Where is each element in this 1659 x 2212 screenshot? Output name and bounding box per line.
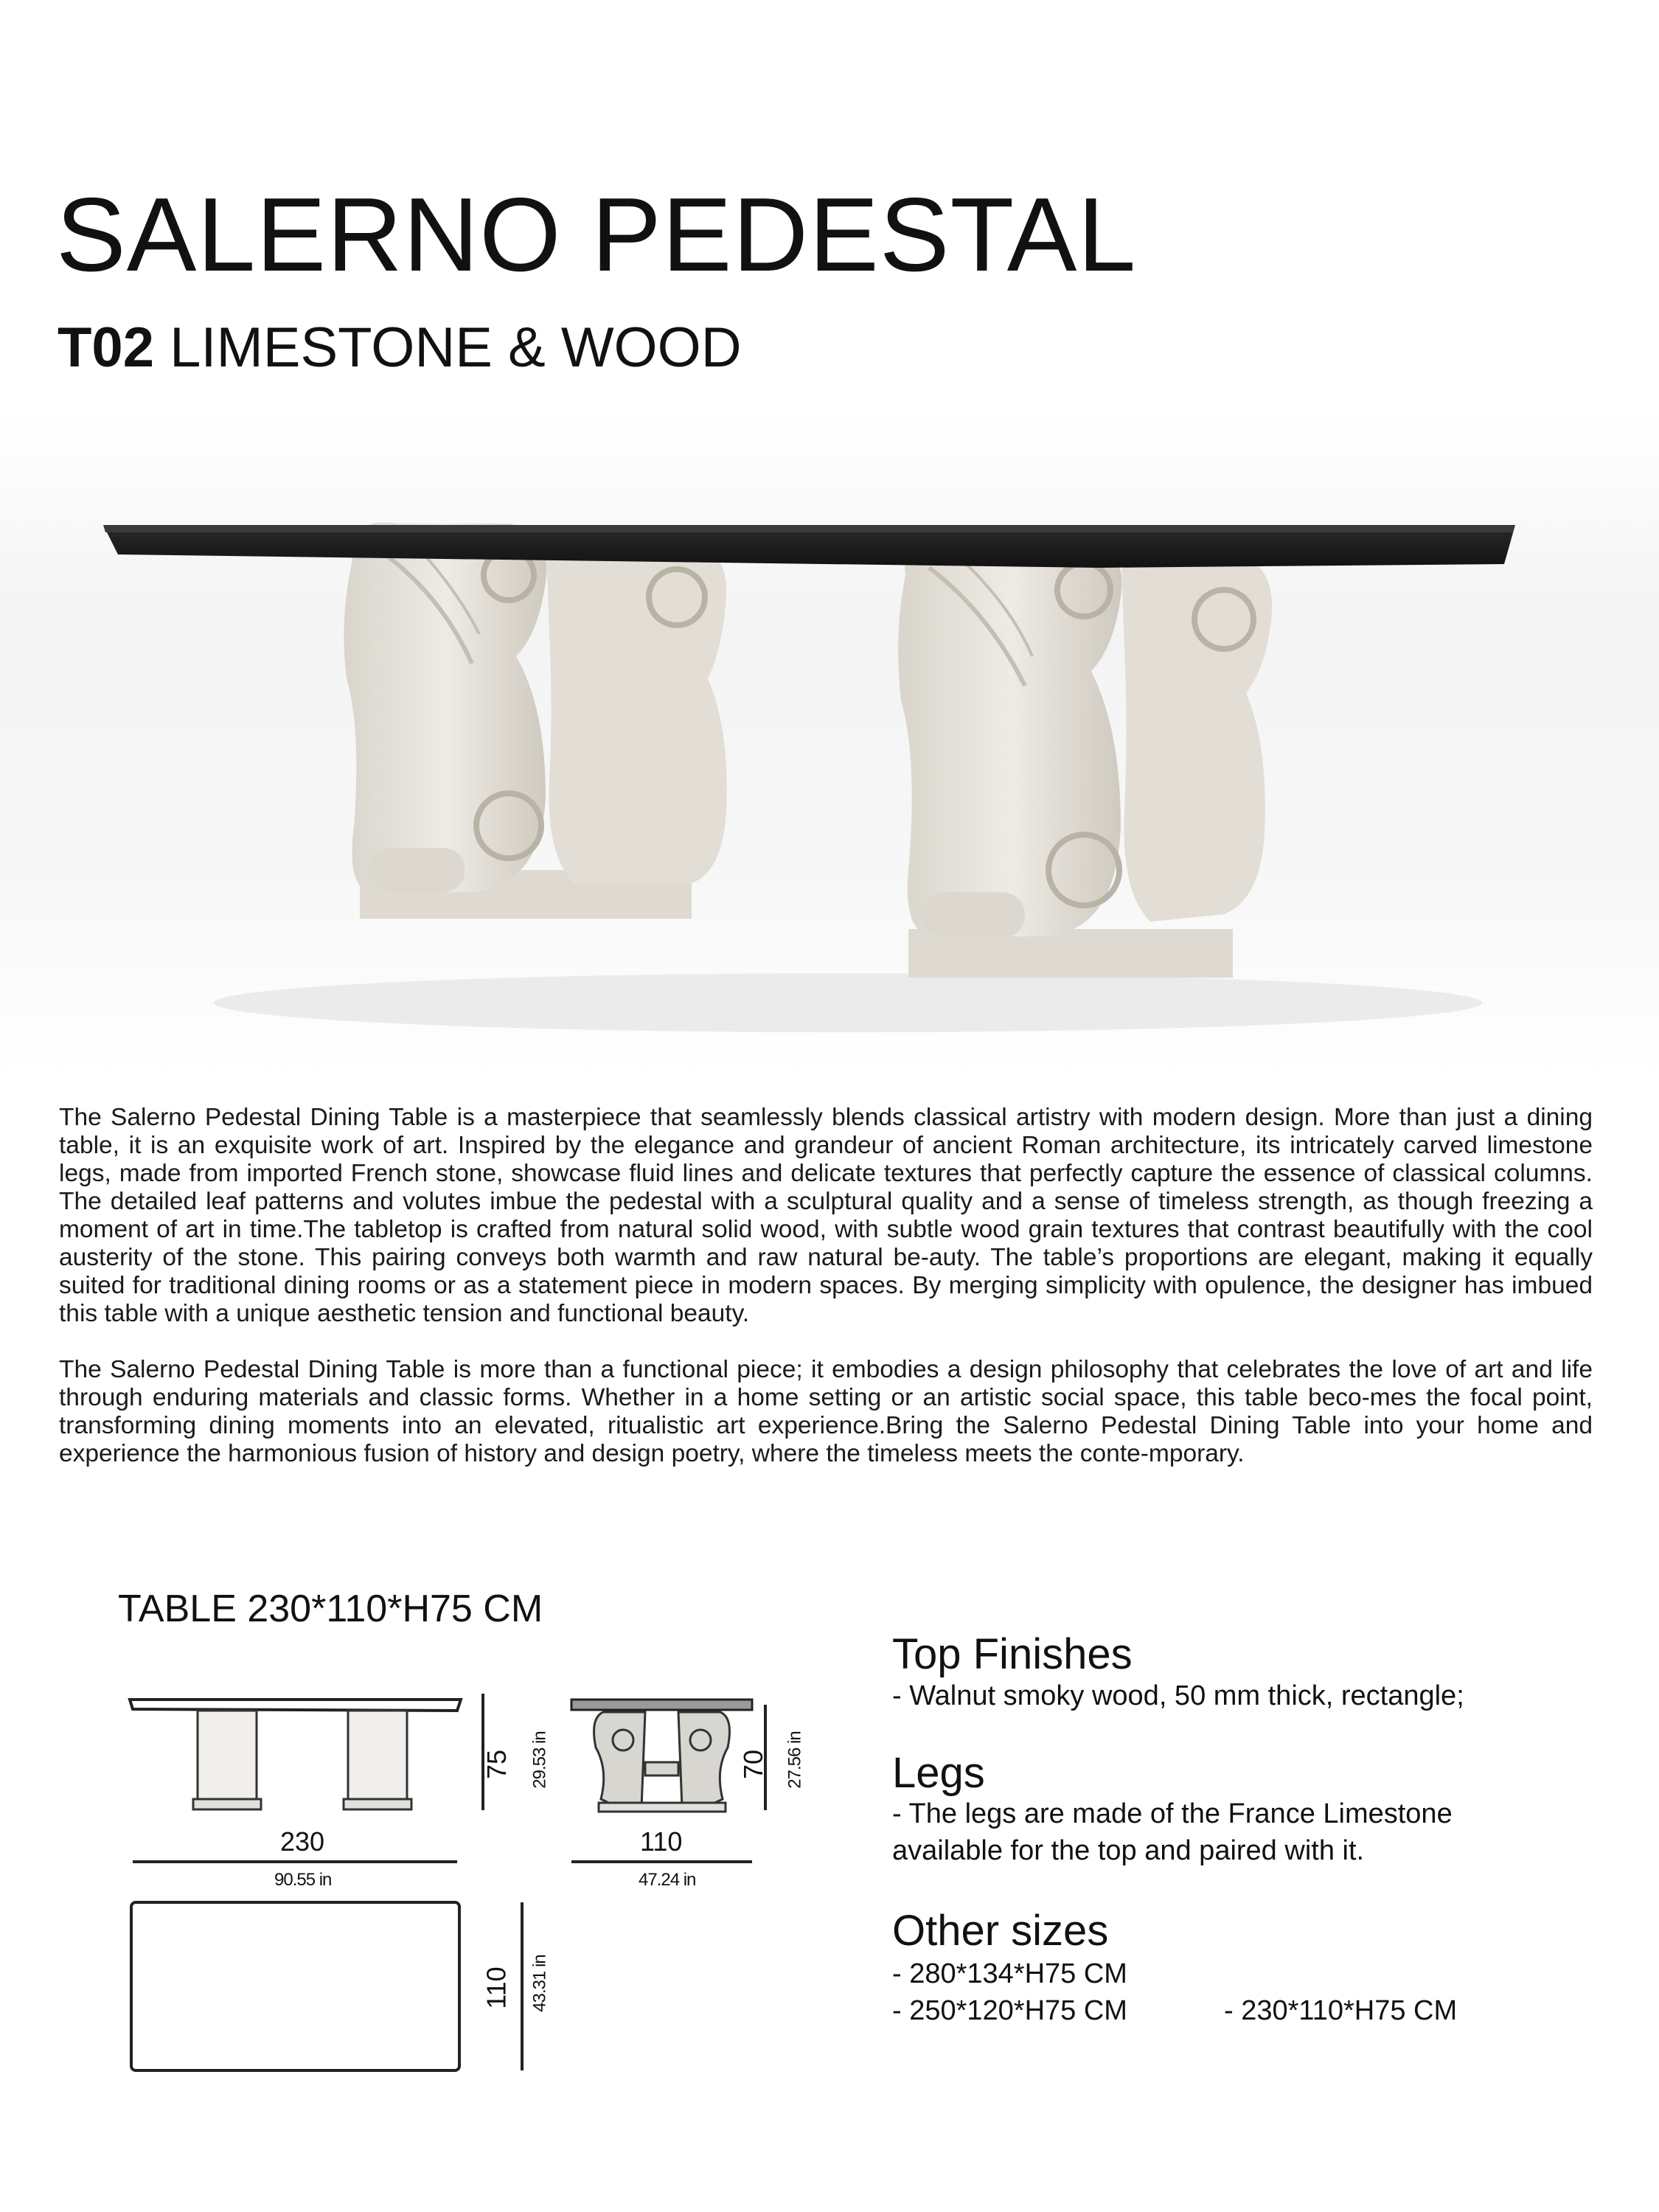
front-height-in: 29.53 in [529,1731,550,1789]
side-width-in: 47.24 in [639,1870,696,1890]
other-size-1: - 280*134*H75 CM [892,1958,1127,1989]
top-finishes-text: - Walnut smoky wood, 50 mm thick, rectangle; [892,1680,1464,1711]
other-sizes-heading: Other sizes [892,1907,1109,1955]
side-height-in: 27.56 in [785,1731,805,1789]
product-title: SALERNO PEDESTAL [56,176,1137,293]
product-code: T02 [58,316,154,379]
top-view-drawing [131,1902,522,2070]
top-depth-in: 43.31 in [529,1955,550,2012]
legs-text-line2: available for the top and paired with it. [892,1835,1365,1866]
top-finishes-heading: Top Finishes [892,1630,1133,1678]
other-size-2: - 250*120*H75 CM [892,1995,1127,2026]
legs-heading: Legs [892,1749,985,1797]
front-height-cm: 75 [481,1749,512,1780]
legs-text-line1: - The legs are made of the France Limestone [892,1798,1453,1829]
product-material: LIMESTONE & WOOD [153,316,742,379]
other-size-3: - 230*110*H75 CM [1224,1995,1458,2026]
front-width-cm: 230 [280,1826,325,1857]
description-paragraph-1: The Salerno Pedestal Dining Table is a masterpiece that seamlessly blends classical artistry with modern design. More than just a dining table, it is an exquisite work of art. Inspired by the elegance and grandeur of ancient Roman architecture, its intricately carved limestone legs, made from imported French stone, showcase fluid lines and delicate textures that perfectly capture the essence of classical columns. The detailed leaf patterns and volutes imbue the pedestal with a sculptural quality and a sense of timeless strength, as though freezing a moment of art in time.The tabletop is crafted from natural solid wood, with subtle wood grain textures that contrast beautifully with the cool austerity of the stone. This pairing conveys both warmth and raw natural be-auty. The table’s proportions are elegant, making it equally suited for traditional dining rooms or as a statement piece in modern spaces. By merging simplicity with opulence, the designer has imbued this table with a unique aesthetic tension and functional beauty. [59,1104,1593,1327]
side-height-cm: 70 [738,1749,769,1780]
top-depth-cm: 110 [481,1966,512,2009]
spec-title: TABLE 230*110*H75 CM [118,1587,543,1630]
description-paragraph-2: The Salerno Pedestal Dining Table is more than a functional piece; it embodies a design philosophy that celebrates the love of art and life through enduring materials and classic forms. Whether in a home setting or an artistic social space, this table beco-mes the focal point, transforming dining moments into an elevated, ritualistic art experience.Bring the Salerno Pedestal Dining Table into your home and experience the harmonious fusion of history and design poetry, where the timeless meets the conte-mporary. [59,1356,1593,1467]
side-width-cm: 110 [640,1826,683,1857]
front-width-in: 90.55 in [274,1870,332,1890]
